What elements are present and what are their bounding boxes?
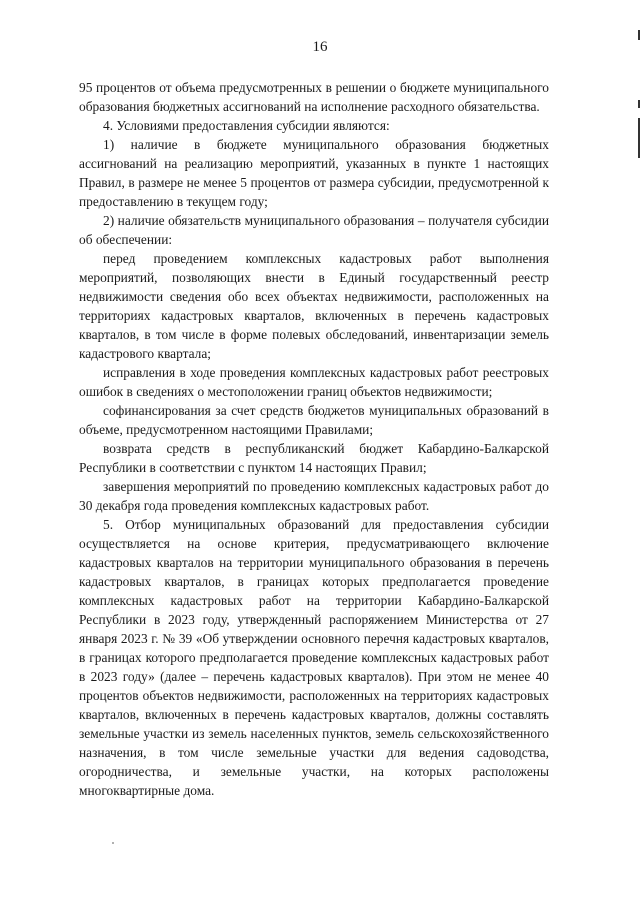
page-number: 16 [312, 39, 328, 55]
scan-speck [112, 842, 114, 844]
page-body [79, 78, 549, 800]
paragraph: 2) наличие обязательств муниципального образования – получателя субсидии об обеспечении: [79, 213, 549, 247]
paragraph: 95 процентов от объема предусмотренных в решении о бюджете муниципального образования бюджетных ассигнований на исполнение расходного обязательства. [79, 80, 549, 114]
paragraph: перед проведением комплексных кадастровых работ выполнения мероприятий, позволяющих внести в Единый государственный реестр недвижимости сведения обо всех объектах недвижимости, расположенных на территориях кадастровых кварталов, включенных в перечень кадастровых кварталов, в том числе в форме полевых обследований, инвентаризации земель кадастрового квартала; [79, 251, 549, 361]
paragraph: возврата средств в республиканский бюджет Кабардино-Балкарской Республики в соответствии с пунктом 14 настоящих Правил; [79, 441, 549, 475]
paragraph: 1) наличие в бюджете муниципального образования бюджетных ассигнований на реализацию мероприятий, указанных в пункте 1 настоящих Правил, в размере не менее 5 процентов от размера субсидии, предусмотренной к предоставлению в текущем году; [79, 137, 549, 209]
paragraph: завершения мероприятий по проведению комплексных кадастровых работ до 30 декабря года проведения комплексных кадастровых работ. [79, 479, 549, 513]
paragraph: исправления в ходе проведения комплексных кадастровых работ реестровых ошибок в сведениях о местоположении границ объектов недвижимости; [79, 365, 549, 399]
paragraph: 5. Отбор муниципальных образований для предоставления субсидии осуществляется на основе критерия, предусматривающего включение кадастровых кварталов на территории муниципального образования в перечень кадастровых кварталов, в границах которых предполагается проведение комплексных кадастровых работ на территории Кабардино-Балкарской Республики в 2023 году, утвержденный распоряжением Министерства от 27 января 2023 г. № 39 «Об утверждении основного перечня кадастровых кварталов, в границах которого предполагается проведение комплексных кадастровых работ в 2023 году» (далее – перечень кадастровых кварталов). При этом не менее 40 процентов объектов недвижимости, расположенных на территориях кадастровых кварталов, включенных в перечень кадастровых кварталов, должны составлять земельные участки из земель населенных пунктов, земель сельскохозяйственного назначения, в том числе земельные участки для ведения садоводства, огородничества, и земельные участки, на которых расположены многоквартирные дома. [79, 517, 549, 798]
paragraph: софинансирования за счет средств бюджетов муниципальных образований в объеме, предусмотренном настоящими Правилами; [79, 403, 549, 437]
paragraph: 4. Условиями предоставления субсидии являются: [103, 118, 390, 133]
